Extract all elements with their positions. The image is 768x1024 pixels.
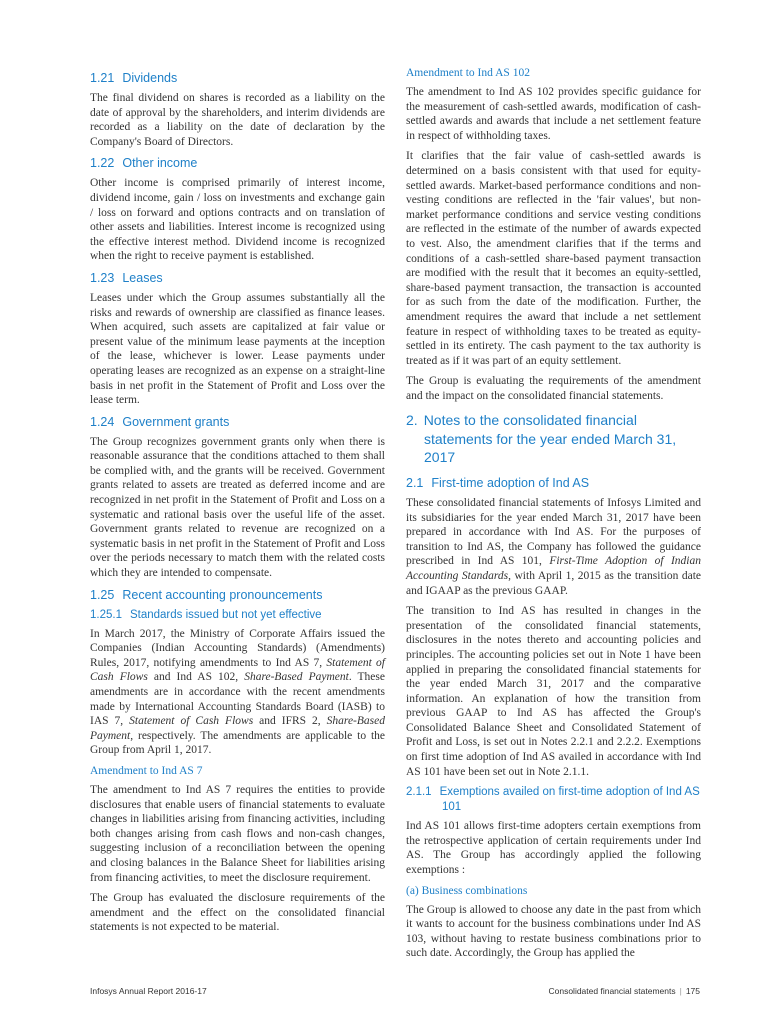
paragraph: These consolidated financial statements of Infosys Limited and its subsidiaries for the year ended March 31, 2017 have been prepared in accordance with Ind AS. For the purposes of transition to Ind AS, the Company has followed the guidance prescribed in Ind AS 101, First-Time Adoption of Indian Accounting Standards, with April 1, 2015 as the transition date and IGAAP as the previous GAAP. (406, 496, 701, 597)
note-heading-2: 2. Notes to the consolidated financial statements for the year ended March 31, 2017 (406, 412, 677, 466)
paragraph: It clarifies that the fair value of cash-settled awards is determined on a basis consistent with that used for equity-settled awards. Market-based performance conditions and non-vesting conditions are reflected in the 'fair values', but non-market performance conditions and service vesting conditions are reflected in the estimate of the number of awards expected to vest. Also, the amendment clarifies that if the terms and conditions of a cash-settled share-based payment transaction are modified with the result that it becomes an equity-settled, share-based payment transaction, the transaction is accounted for as such from the date of the modification. Further, the amendment requires the award that include a net settlement feature in respect of withholding taxes to be treated as equity-settled in its entirety. The cash payment to the tax authority is treated as if it was part of an equity settlement. (406, 150, 701, 367)
paragraph: The transition to Ind AS has resulted in changes in the presentation of the consolidated financial statements, disclosures in the notes thereto and accounting policies and principles. The accounting policies set out in Note 1 have been applied in preparing the consolidated financial statements for the year ended March 31, 2017 and the comparative information. An explanation of how the transition from previous GAAP to Ind AS has affected the Group's Consolidated Balance Sheet and Consolidated Statement of Profit and Loss, is set out in Notes 2.2.1 and 2.2.2. Exemptions on first time adoption of Ind AS availed in accordance with Ind AS 101 have been set out in Note 2.1.1. (406, 605, 701, 778)
left-column (90, 64, 385, 941)
paragraph: The Group has evaluated the disclosure requirements of the amendment and the effect on the consolidated financial statements is not expected to be material. (90, 892, 385, 934)
page-number: 175 (685, 986, 700, 996)
section-heading-2-1: 2.1 First-time adoption of Ind AS (406, 475, 590, 490)
paragraph: The amendment to Ind AS 7 requires the entities to provide disclosures that enable users of financial statements to evaluate changes in liabilities arising from financing activities, including both changes arising from cash flows and non-cash changes, suggesting inclusion of a reconciliation between the opening and closing balances in the Balance Sheet for liabilities arising from financing activities, to meet the disclosure requirement. (90, 783, 385, 884)
right-column (406, 64, 701, 967)
section-heading-1-24: 1.24 Government grants (90, 414, 230, 429)
paragraph: Leases under which the Group assumes substantially all the risks and rewards of ownership are classified as finance leases. When acquired, such assets are capitalized at fair value or present value of the minimum lease payments at the inception of the lease, whichever is lower. Lease payments under operating leases are recognized as an expense on a straight-line basis in net profit in the Statement of Profit and Loss over the lease term. (90, 291, 385, 407)
paragraph: The final dividend on shares is recorded as a liability on the date of approval by the shareholders, and interim dividends are recorded as a liability on the date of declaration by the Company's Board of Directors. (90, 92, 385, 148)
section-heading-1-25: 1.25 Recent accounting pronouncements (90, 587, 323, 602)
amendment-heading-ind-as-7: Amendment to Ind AS 7 (90, 764, 203, 777)
section-heading-1-21: 1.21 Dividends (90, 71, 178, 85)
amendment-heading-ind-as-102: Amendment to Ind AS 102 (406, 67, 530, 79)
paragraph: In March 2017, the Ministry of Corporate Affairs issued the Companies (Indian Accounting Standards) (Amendments) Rules, 2017, notifying amendments to Ind AS 7, Statement of Cash Flows and Ind AS 102, Share-Based Payment. These amendments are in accordance with the recent amendments made by International Accounting Standards Board (IASB) to IAS 7, Statement of Cash Flows and IFRS 2, Share-Based Payment, respectively. The amendments are applicable to the Group from April 1, 2017. (90, 627, 385, 757)
section-heading-1-23: 1.23 Leases (90, 270, 163, 285)
paragraph: The Group is allowed to choose any date in the past from which it wants to account for the business combinations under Ind AS 103, without having to restate business combinations prior to such date. Accordingly, the Group has applied the (406, 903, 701, 960)
paragraph: The Group is evaluating the requirements of the amendment and the impact on the consolidated financial statements. (406, 375, 701, 402)
section-heading-1-22: 1.22 Other income (90, 156, 198, 171)
paragraph: Other income is comprised primarily of interest income, dividend income, gain / loss on investments and exchange gain / loss on forward and options contracts and on translation of other assets and liabilities. Interest income is recognized using the effective interest method. Dividend income is recognized when the right to receive payment is established. (90, 177, 385, 263)
paragraph: The amendment to Ind AS 102 provides specific guidance for the measurement of cash-settled awards, modification of cash-settled awards and awards that include a net settlement feature in respect of withholding taxes. (406, 86, 701, 142)
business-combinations-heading: (a) Business combinations (406, 884, 528, 897)
paragraph: The Group recognizes government grants only when there is reasonable assurance that the conditions attached to them shall be complied with, and the grants will be received. Government grants related to assets are treated as deferred income and are recognized in net profit in the Statement of Profit and Loss on a systematic and rational basis over the useful life of the asset. Government grants related to revenue are recognized on a systematic basis in net profit in the Statement of Profit and Loss over the periods necessary to match them with the related costs which they are intended to compensate. (90, 435, 385, 580)
paragraph: Ind AS 101 allows first-time adopters certain exemptions from the retrospective application of certain requirements under Ind AS. The Group has accordingly applied the following exemptions : (406, 820, 701, 877)
subsection-heading-1-25-1: 1.25.1 Standards issued but not yet effective (90, 608, 322, 621)
footer-report-title: Infosys Annual Report 2016-17 (90, 986, 207, 996)
subsection-heading-2-1-1: 2.1.1 Exemptions availed on first-time adoption of Ind AS 101 (406, 786, 700, 814)
footer-section-page: Consolidated financial statements | 175 (548, 986, 700, 996)
